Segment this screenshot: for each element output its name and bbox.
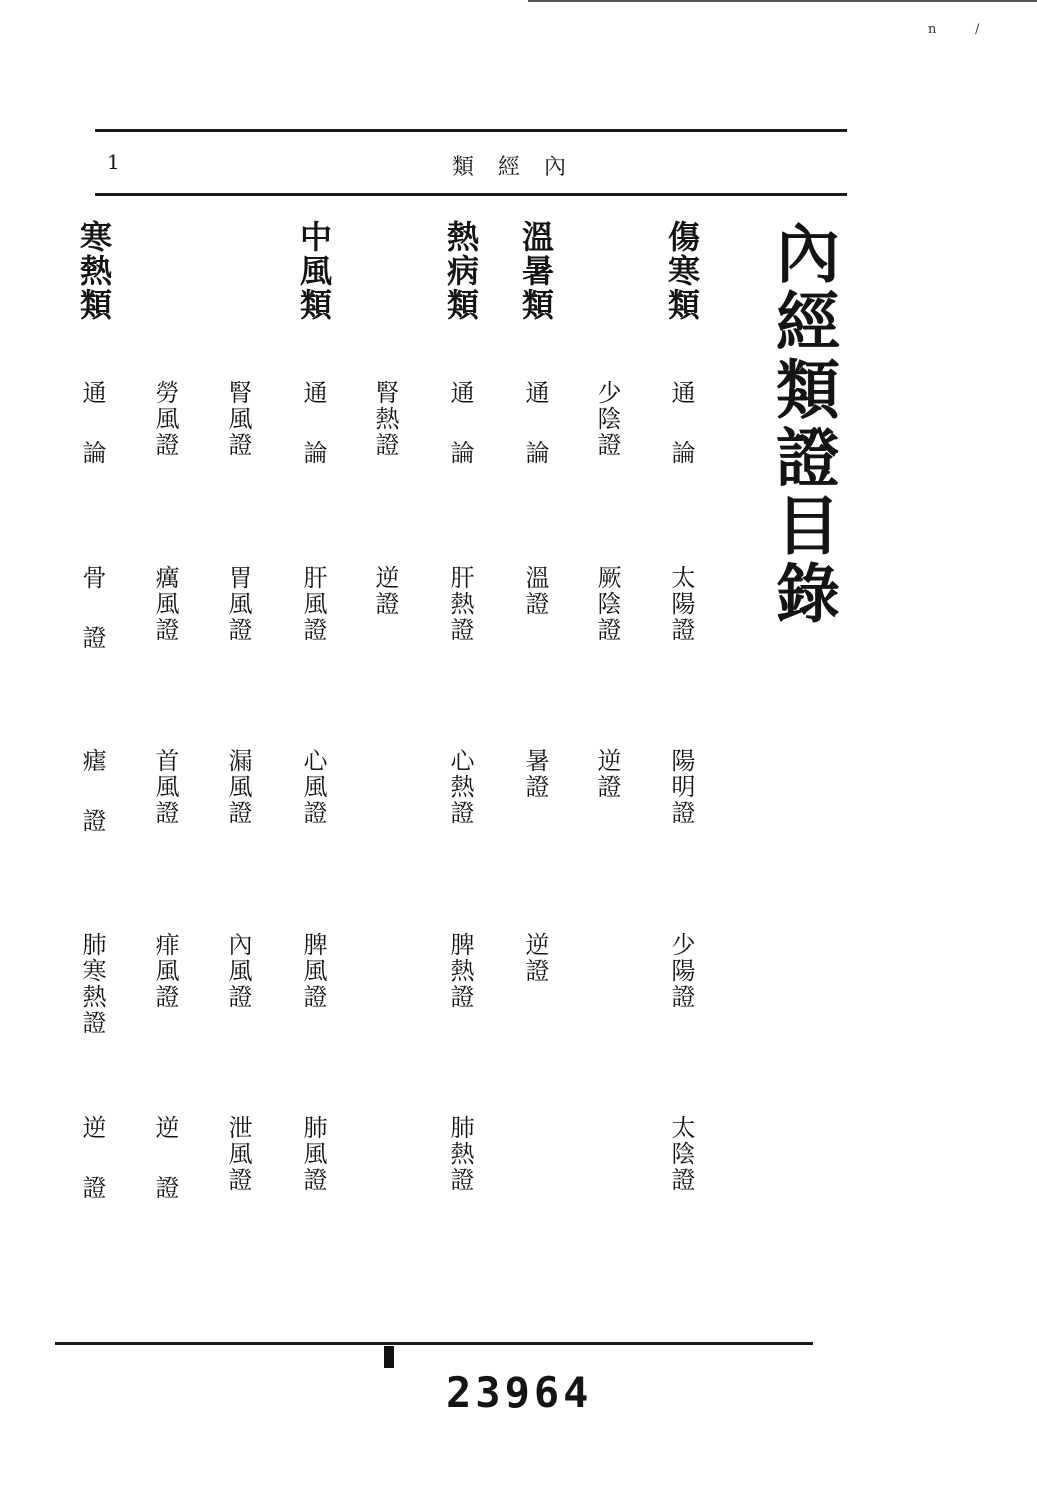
- header-bottom-rule: [95, 193, 847, 196]
- toc-entry: 肝風證: [299, 565, 327, 643]
- toc-entry: 陽明證: [667, 748, 695, 826]
- toc-entry: 通論: [299, 380, 327, 500]
- toc-entry: 通論: [78, 380, 106, 500]
- category-heading: 中風類: [295, 220, 333, 322]
- toc-entry: 太陽證: [667, 565, 695, 643]
- footer-rule: [55, 1342, 813, 1345]
- toc-entry: 內風證: [224, 932, 252, 1010]
- category-heading: 熱病類: [442, 220, 480, 322]
- toc-entry: 勞風證: [151, 380, 179, 458]
- toc-entry: 腎風證: [224, 380, 252, 458]
- toc-entry: 脾風證: [299, 932, 327, 1010]
- toc-entry: 瘧證: [78, 748, 106, 868]
- toc-entry: 通論: [521, 380, 549, 500]
- toc-entry: 癘風證: [151, 565, 179, 643]
- header-top-rule: [95, 129, 847, 132]
- toc-entry: 肝熱證: [446, 565, 474, 643]
- toc-entry: 通論: [667, 380, 695, 500]
- toc-entry: 通論: [446, 380, 474, 500]
- toc-entry: 逆證: [593, 748, 621, 800]
- toc-entry: 肺熱證: [446, 1115, 474, 1193]
- toc-entry: 肺寒熱證: [78, 932, 106, 1036]
- toc-entry: 泄風證: [224, 1115, 252, 1193]
- corner-mark: /: [975, 22, 980, 37]
- ink-blot: [384, 1346, 394, 1368]
- toc-entry: 心熱證: [446, 748, 474, 826]
- toc-entry: 脾熱證: [446, 932, 474, 1010]
- toc-entry: 肺風證: [299, 1115, 327, 1193]
- toc-entry: 暑證: [521, 748, 549, 800]
- page-title: 內經類證目錄: [765, 220, 840, 628]
- toc-entry: 首風證: [151, 748, 179, 826]
- toc-entry: 逆證: [521, 932, 549, 984]
- toc-entry: 溫證: [521, 565, 549, 617]
- toc-entry: 心風證: [299, 748, 327, 826]
- running-title: 類經內: [452, 155, 591, 180]
- toc-entry: 太陰證: [667, 1115, 695, 1193]
- toc-entry: 漏風證: [224, 748, 252, 826]
- page-number: 1: [107, 150, 120, 174]
- toc-entry: 少陰證: [593, 380, 621, 458]
- toc-entry: 骨證: [78, 565, 106, 685]
- toc-entry: 逆證: [78, 1115, 106, 1235]
- toc-entry: 少陽證: [667, 932, 695, 1010]
- corner-mark: n: [928, 22, 937, 37]
- toc-entry: 厥陰證: [593, 565, 621, 643]
- toc-entry: 痱風證: [151, 932, 179, 1010]
- catalog-number: 23964: [446, 1368, 593, 1417]
- category-heading: 傷寒類: [663, 220, 701, 322]
- toc-entry: 腎熱證: [371, 380, 399, 458]
- toc-entry: 逆證: [151, 1115, 179, 1235]
- toc-entry: 逆證: [371, 565, 399, 617]
- category-heading: 溫暑類: [517, 220, 555, 322]
- toc-entry: 胃風證: [224, 565, 252, 643]
- top-edge-line: [528, 0, 1037, 2]
- category-heading: 寒熱類: [75, 220, 113, 322]
